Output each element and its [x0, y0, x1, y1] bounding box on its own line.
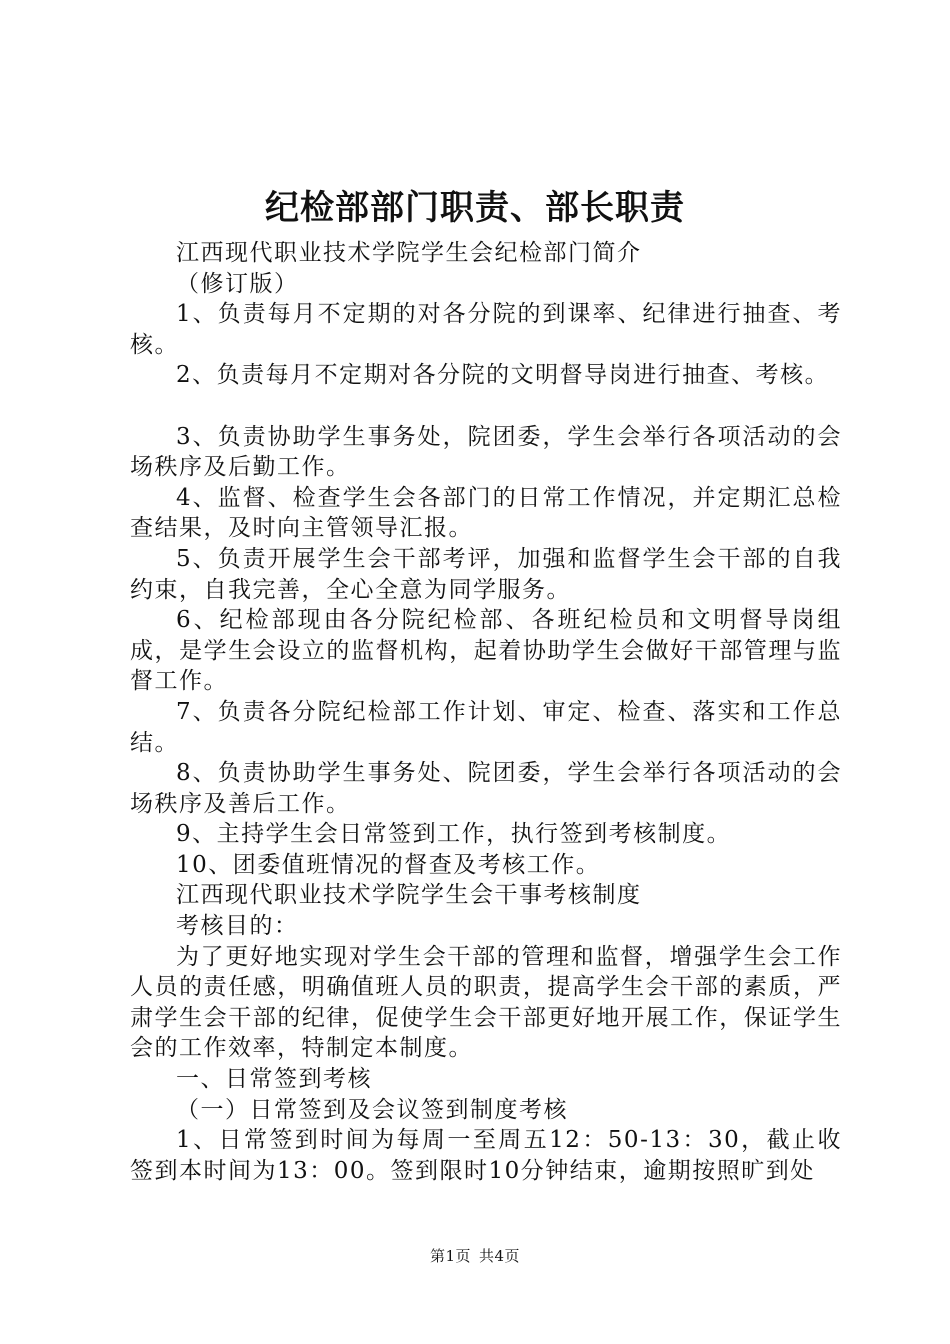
- duty-item: 4、监督、检查学生会各部门的日常工作情况，并定期汇总检查结果，及时向主管领导汇报。: [130, 484, 842, 542]
- section-heading: 江西现代职业技术学院学生会纪检部门简介: [176, 240, 642, 266]
- document-title: 纪检部部门职责、部长职责: [265, 188, 685, 228]
- document-body: [130, 238, 842, 1186]
- duty-item: 2、负责每月不定期对各分院的文明督导岗进行抽查、考核。: [176, 362, 830, 389]
- blank-line: [130, 391, 842, 422]
- duty-item: 6、纪检部现由各分院纪检部、各班纪检员和文明督导岗组成，是学生会设立的监督机构，起着协助学生会做好干部管理与监督工作。: [130, 607, 842, 695]
- duty-item: 8、负责协助学生事务处、院团委，学生会举行各项活动的会场秩序及善后工作。: [130, 760, 842, 817]
- subsection-heading: 考核目的：: [176, 913, 299, 940]
- version-note: （修订版）: [176, 270, 299, 297]
- page-number: 第1页: [429, 1247, 471, 1265]
- page-footer: [0, 1246, 950, 1266]
- duty-item: 5、负责开展学生会干部考评，加强和监督学生会干部的自我约束，自我完善，全心全意为同学服务。: [130, 545, 842, 603]
- duty-item: 9、主持学生会日常签到工作，执行签到考核制度。: [176, 821, 732, 848]
- body-paragraph: 1、日常签到时间为每周一至周五12：50-13：30，截止收签到本时间为13：00。签到限时10分钟结束，逾期按照旷到处: [130, 1127, 842, 1184]
- subsection-heading: 一、日常签到考核: [176, 1066, 372, 1093]
- section-heading: 江西现代职业技术学院学生会干事考核制度: [176, 882, 642, 909]
- page-total: 共4页: [479, 1247, 521, 1265]
- subsection-heading: （一）日常签到及会议签到制度考核: [176, 1096, 568, 1123]
- duty-item: 7、负责各分院纪检部工作计划、审定、检查、落实和工作总结。: [130, 698, 842, 756]
- duty-item: 1、负责每月不定期的对各分院的到课率、纪律进行抽查、考核。: [130, 301, 842, 358]
- body-paragraph: 为了更好地实现对学生会干部的管理和监督，增强学生会工作人员的责任感，明确值班人员的职责，提高学生会干部的素质，严肃学生会干部的纪律，促使学生会干部更好地开展工作，保证学生会的工作效率，特制定本制度。: [130, 943, 842, 1062]
- duty-item: 10、团委值班情况的督查及考核工作。: [176, 851, 601, 878]
- duty-item: 3、负责协助学生事务处，院团委，学生会举行各项活动的会场秩序及后勤工作。: [130, 423, 842, 481]
